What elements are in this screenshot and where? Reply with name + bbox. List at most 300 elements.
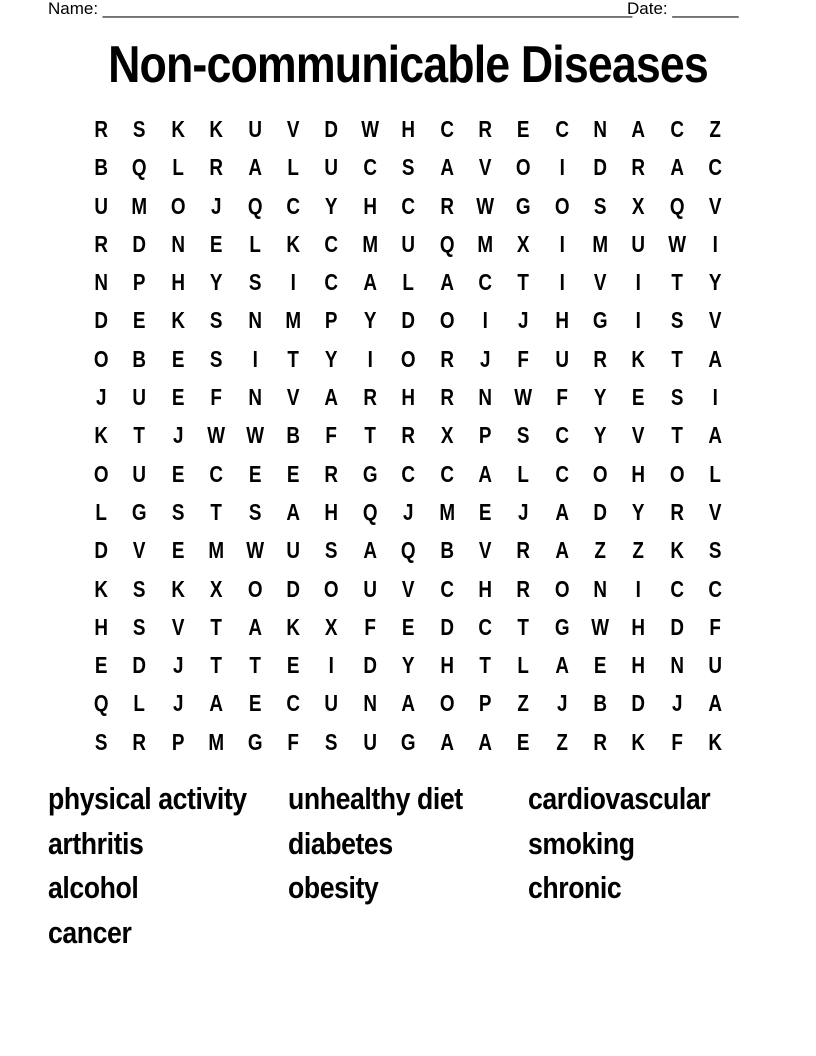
- grid-letter[interactable]: N: [593, 575, 608, 602]
- grid-letter[interactable]: I: [559, 154, 565, 181]
- grid-letter[interactable]: O: [170, 192, 186, 219]
- grid-letter[interactable]: B: [94, 154, 109, 181]
- grid-letter[interactable]: M: [592, 230, 609, 257]
- grid-letter[interactable]: K: [209, 116, 224, 142]
- grid-letter[interactable]: J: [403, 498, 414, 525]
- grid-letter[interactable]: R: [324, 460, 339, 487]
- grid-letter[interactable]: U: [708, 652, 723, 679]
- grid-letter[interactable]: E: [248, 460, 262, 487]
- grid-letter[interactable]: I: [252, 345, 258, 372]
- grid-letter[interactable]: I: [367, 345, 373, 372]
- grid-letter[interactable]: A: [708, 690, 723, 717]
- grid-letter[interactable]: U: [363, 575, 377, 602]
- grid-letter[interactable]: C: [670, 575, 684, 602]
- grid-letter[interactable]: H: [94, 613, 109, 640]
- grid-letter[interactable]: O: [669, 460, 685, 487]
- grid-letter[interactable]: V: [286, 116, 300, 142]
- word-list-item: chronic: [528, 870, 622, 906]
- grid-letter[interactable]: D: [593, 154, 608, 181]
- grid-letter[interactable]: A: [401, 690, 416, 717]
- grid-letter[interactable]: W: [361, 116, 379, 142]
- grid-letter[interactable]: R: [132, 728, 147, 755]
- grid-letter[interactable]: O: [516, 154, 531, 181]
- grid-letter[interactable]: P: [325, 307, 338, 334]
- grid-letter[interactable]: R: [401, 422, 416, 449]
- grid-letter[interactable]: R: [478, 116, 492, 142]
- grid-letter[interactable]: V: [632, 422, 645, 449]
- grid-letter[interactable]: V: [402, 575, 415, 602]
- grid-letter[interactable]: R: [516, 575, 531, 602]
- grid-letter[interactable]: J: [172, 690, 184, 717]
- grid-letter[interactable]: A: [363, 269, 377, 296]
- grid-letter[interactable]: Q: [400, 537, 416, 564]
- grid-letter[interactable]: Z: [632, 537, 645, 564]
- grid-letter[interactable]: I: [636, 575, 642, 602]
- grid-letter[interactable]: Q: [132, 154, 147, 181]
- grid-letter[interactable]: A: [708, 422, 723, 449]
- grid-letter[interactable]: T: [671, 422, 683, 449]
- grid-letter[interactable]: R: [670, 498, 684, 525]
- grid-letter[interactable]: O: [554, 575, 570, 602]
- grid-letter[interactable]: A: [708, 345, 723, 372]
- grid-letter[interactable]: S: [133, 575, 146, 602]
- grid-letter[interactable]: A: [631, 116, 646, 142]
- grid-letter[interactable]: T: [210, 652, 223, 679]
- grid-letter[interactable]: U: [363, 728, 377, 755]
- grid-letter[interactable]: C: [324, 230, 339, 257]
- grid-letter[interactable]: J: [172, 422, 184, 449]
- grid-letter[interactable]: S: [593, 192, 607, 219]
- grid-letter[interactable]: B: [132, 345, 147, 372]
- grid-letter[interactable]: S: [402, 154, 415, 181]
- grid-letter[interactable]: V: [286, 384, 300, 411]
- grid-letter[interactable]: L: [133, 690, 146, 717]
- grid-letter[interactable]: G: [132, 498, 147, 525]
- grid-letter[interactable]: L: [248, 230, 261, 257]
- grid-letter[interactable]: A: [555, 652, 569, 679]
- grid-letter[interactable]: K: [286, 613, 300, 640]
- grid-letter[interactable]: F: [556, 384, 568, 411]
- grid-letter[interactable]: V: [171, 613, 185, 640]
- grid-letter[interactable]: H: [631, 652, 646, 679]
- grid-letter[interactable]: V: [709, 498, 722, 525]
- grid-letter[interactable]: E: [593, 652, 607, 679]
- grid-letter[interactable]: K: [631, 345, 646, 372]
- grid-letter[interactable]: E: [171, 460, 185, 487]
- grid-letter[interactable]: Y: [709, 269, 722, 296]
- grid-letter[interactable]: N: [247, 307, 262, 334]
- grid-letter[interactable]: Y: [632, 498, 645, 525]
- grid-letter[interactable]: Z: [709, 116, 722, 142]
- grid-letter[interactable]: A: [478, 460, 492, 487]
- grid-letter[interactable]: D: [94, 537, 109, 564]
- grid-letter[interactable]: Q: [93, 690, 109, 717]
- grid-letter[interactable]: C: [324, 269, 339, 296]
- grid-letter[interactable]: G: [516, 192, 531, 219]
- grid-letter[interactable]: V: [709, 307, 722, 334]
- grid-letter[interactable]: E: [286, 460, 300, 487]
- grid-letter[interactable]: A: [363, 537, 377, 564]
- grid-letter[interactable]: N: [670, 652, 684, 679]
- grid-letter[interactable]: W: [514, 384, 533, 411]
- grid-letter[interactable]: A: [439, 154, 454, 181]
- grid-letter[interactable]: Y: [210, 269, 223, 296]
- grid-letter[interactable]: M: [477, 230, 493, 257]
- grid-letter[interactable]: U: [132, 460, 147, 487]
- grid-letter[interactable]: V: [593, 269, 607, 296]
- grid-letter[interactable]: E: [478, 498, 492, 525]
- grid-letter[interactable]: K: [286, 230, 300, 257]
- grid-letter[interactable]: W: [245, 537, 264, 564]
- grid-letter[interactable]: S: [210, 307, 223, 334]
- grid-letter[interactable]: F: [671, 728, 683, 755]
- grid-letter[interactable]: S: [325, 537, 338, 564]
- grid-letter[interactable]: H: [363, 192, 377, 219]
- grid-letter[interactable]: P: [133, 269, 146, 296]
- grid-letter[interactable]: Y: [593, 422, 607, 449]
- grid-letter[interactable]: U: [94, 192, 109, 219]
- grid-letter[interactable]: S: [248, 498, 262, 525]
- grid-letter[interactable]: J: [518, 498, 529, 525]
- grid-letter[interactable]: S: [248, 269, 262, 296]
- word-list-item: obesity: [288, 870, 379, 906]
- word-list-item: physical activity: [48, 781, 247, 816]
- grid-letter[interactable]: U: [247, 116, 262, 142]
- grid-letter[interactable]: C: [555, 422, 569, 449]
- grid-letter[interactable]: L: [95, 498, 107, 525]
- grid-letter[interactable]: A: [209, 690, 224, 717]
- grid-letter[interactable]: I: [290, 269, 296, 296]
- grid-letter[interactable]: S: [133, 116, 146, 142]
- grid-letter[interactable]: I: [559, 269, 565, 296]
- grid-letter[interactable]: A: [439, 269, 454, 296]
- grid-letter[interactable]: G: [554, 613, 570, 640]
- grid-letter[interactable]: V: [478, 154, 492, 181]
- grid-letter[interactable]: S: [517, 422, 530, 449]
- grid-letter[interactable]: S: [670, 307, 684, 334]
- grid-letter[interactable]: H: [439, 652, 454, 679]
- grid-letter[interactable]: H: [631, 613, 646, 640]
- grid-letter[interactable]: S: [709, 537, 722, 564]
- grid-letter[interactable]: W: [207, 422, 226, 449]
- grid-letter[interactable]: G: [247, 728, 263, 755]
- grid-letter[interactable]: D: [324, 116, 339, 142]
- grid-letter[interactable]: P: [478, 690, 492, 717]
- grid-letter[interactable]: Z: [594, 537, 607, 564]
- grid-letter[interactable]: J: [556, 690, 568, 717]
- grid-letter[interactable]: E: [632, 384, 645, 411]
- grid-letter[interactable]: F: [325, 422, 338, 449]
- grid-letter[interactable]: A: [555, 498, 569, 525]
- grid-letter[interactable]: D: [132, 652, 147, 679]
- grid-letter[interactable]: H: [401, 116, 416, 142]
- grid-letter[interactable]: T: [248, 652, 261, 679]
- grid-letter[interactable]: H: [478, 575, 492, 602]
- grid-letter[interactable]: C: [439, 575, 454, 602]
- grid-letter[interactable]: X: [325, 613, 338, 640]
- grid-letter[interactable]: C: [708, 575, 723, 602]
- grid-letter[interactable]: C: [708, 154, 723, 181]
- grid-letter[interactable]: T: [133, 422, 146, 449]
- grid-letter[interactable]: T: [210, 613, 223, 640]
- grid-letter[interactable]: R: [439, 345, 454, 372]
- grid-letter[interactable]: O: [93, 460, 109, 487]
- grid-letter[interactable]: X: [440, 422, 453, 449]
- grid-letter[interactable]: C: [439, 460, 454, 487]
- grid-letter[interactable]: Z: [517, 690, 530, 717]
- grid-letter[interactable]: I: [482, 307, 488, 334]
- grid-letter[interactable]: Y: [325, 345, 338, 372]
- grid-letter[interactable]: X: [632, 192, 645, 219]
- grid-letter[interactable]: C: [478, 613, 492, 640]
- grid-letter[interactable]: G: [592, 307, 608, 334]
- grid-letter[interactable]: N: [478, 384, 492, 411]
- grid-letter[interactable]: I: [636, 307, 642, 334]
- grid-letter[interactable]: K: [670, 537, 684, 564]
- grid-letter[interactable]: U: [132, 384, 147, 411]
- grid-letter[interactable]: T: [479, 652, 491, 679]
- grid-letter[interactable]: C: [439, 116, 454, 142]
- grid-letter[interactable]: N: [363, 690, 377, 717]
- grid-letter[interactable]: A: [247, 613, 262, 640]
- grid-letter[interactable]: O: [247, 575, 263, 602]
- word-search-grid: [82, 110, 736, 761]
- grid-letter[interactable]: I: [712, 384, 719, 411]
- grid-letter[interactable]: O: [554, 192, 570, 219]
- grid-letter[interactable]: W: [476, 192, 494, 219]
- grid-letter[interactable]: E: [210, 230, 223, 257]
- grid-letter[interactable]: U: [401, 230, 416, 257]
- grid-letter[interactable]: Y: [402, 652, 415, 679]
- grid-letter[interactable]: V: [709, 192, 722, 219]
- grid-letter[interactable]: C: [555, 116, 569, 142]
- grid-letter[interactable]: N: [593, 116, 608, 142]
- word-list-item: alcohol: [48, 870, 139, 906]
- grid-letter[interactable]: C: [401, 192, 416, 219]
- grid-letter[interactable]: M: [285, 307, 302, 334]
- grid-letter[interactable]: K: [94, 422, 109, 449]
- grid-letter[interactable]: C: [670, 116, 684, 142]
- grid-letter[interactable]: E: [402, 613, 415, 640]
- grid-letter[interactable]: E: [171, 384, 185, 411]
- grid-letter[interactable]: A: [324, 384, 339, 411]
- word-list-item: cardiovascular: [528, 781, 711, 816]
- grid-letter[interactable]: O: [93, 345, 109, 372]
- grid-letter[interactable]: T: [517, 613, 530, 640]
- grid-letter[interactable]: M: [131, 192, 148, 219]
- grid-letter[interactable]: P: [478, 422, 492, 449]
- grid-letter[interactable]: Q: [439, 230, 455, 257]
- grid-letter[interactable]: A: [555, 537, 569, 564]
- grid-letter[interactable]: E: [133, 307, 146, 334]
- grid-letter[interactable]: F: [287, 728, 299, 755]
- grid-letter[interactable]: R: [593, 345, 608, 372]
- grid-letter[interactable]: L: [402, 269, 415, 296]
- grid-letter[interactable]: P: [171, 728, 185, 755]
- grid-letter[interactable]: Q: [362, 498, 378, 525]
- grid-letter[interactable]: L: [517, 652, 530, 679]
- grid-letter[interactable]: R: [439, 192, 454, 219]
- grid-letter[interactable]: O: [592, 460, 608, 487]
- grid-letter[interactable]: J: [95, 384, 107, 411]
- grid-letter[interactable]: E: [248, 690, 262, 717]
- grid-letter[interactable]: M: [438, 498, 455, 525]
- grid-letter[interactable]: T: [364, 422, 376, 449]
- grid-letter[interactable]: Y: [325, 192, 338, 219]
- grid-letter[interactable]: A: [478, 728, 492, 755]
- page-title: Non-communicable Diseases: [108, 36, 708, 94]
- grid-letter[interactable]: B: [286, 422, 300, 449]
- grid-letter[interactable]: I: [636, 269, 642, 296]
- grid-letter[interactable]: G: [400, 728, 416, 755]
- grid-letter[interactable]: D: [94, 307, 109, 334]
- grid-letter[interactable]: K: [631, 728, 646, 755]
- grid-letter[interactable]: H: [324, 498, 339, 525]
- grid-letter[interactable]: K: [171, 116, 185, 142]
- grid-letter[interactable]: T: [287, 345, 299, 372]
- grid-letter[interactable]: U: [324, 154, 339, 181]
- word-list-item: smoking: [528, 825, 635, 861]
- date-field: Date: _______: [627, 0, 739, 18]
- grid-letter[interactable]: K: [171, 307, 185, 334]
- grid-letter[interactable]: R: [439, 384, 454, 411]
- grid-letter[interactable]: O: [324, 575, 339, 602]
- grid-letter[interactable]: T: [671, 269, 683, 296]
- grid-letter[interactable]: C: [286, 192, 300, 219]
- grid-letter[interactable]: F: [517, 345, 530, 372]
- grid-letter[interactable]: F: [210, 384, 223, 411]
- grid-letter[interactable]: H: [171, 269, 185, 296]
- grid-letter[interactable]: K: [94, 575, 109, 602]
- grid-letter[interactable]: C: [286, 690, 300, 717]
- grid-letter[interactable]: W: [245, 422, 264, 449]
- grid-letter[interactable]: H: [401, 384, 416, 411]
- grid-letter[interactable]: M: [362, 230, 378, 257]
- grid-letter[interactable]: J: [211, 192, 222, 219]
- grid-letter[interactable]: U: [555, 345, 569, 372]
- grid-letter[interactable]: N: [94, 269, 109, 296]
- grid-letter[interactable]: H: [631, 460, 646, 487]
- grid-letter[interactable]: K: [708, 728, 723, 755]
- grid-letter[interactable]: D: [631, 690, 646, 717]
- grid-letter[interactable]: Q: [247, 192, 263, 219]
- grid-letter[interactable]: T: [517, 269, 530, 296]
- grid-letter[interactable]: R: [94, 230, 109, 257]
- grid-letter[interactable]: R: [516, 537, 531, 564]
- grid-letter[interactable]: B: [439, 537, 454, 564]
- grid-letter[interactable]: O: [439, 690, 455, 717]
- grid-letter[interactable]: V: [478, 537, 492, 564]
- grid-letter[interactable]: A: [439, 728, 454, 755]
- grid-letter[interactable]: D: [593, 498, 608, 525]
- grid-letter[interactable]: E: [517, 728, 530, 755]
- grid-letter[interactable]: Y: [593, 384, 607, 411]
- grid-letter[interactable]: S: [171, 498, 185, 525]
- grid-letter[interactable]: A: [247, 154, 262, 181]
- grid-letter[interactable]: D: [401, 307, 416, 334]
- grid-letter[interactable]: Q: [669, 192, 685, 219]
- grid-letter[interactable]: U: [286, 537, 300, 564]
- grid-letter[interactable]: U: [631, 230, 646, 257]
- word-list-item: unhealthy diet: [288, 781, 463, 816]
- grid-letter[interactable]: K: [171, 575, 185, 602]
- grid-letter[interactable]: I: [712, 230, 719, 257]
- grid-letter[interactable]: L: [709, 460, 722, 487]
- grid-letter[interactable]: S: [670, 384, 684, 411]
- grid-letter[interactable]: L: [517, 460, 530, 487]
- grid-letter[interactable]: E: [171, 537, 185, 564]
- grid-letter[interactable]: S: [325, 728, 338, 755]
- grid-letter[interactable]: T: [210, 498, 223, 525]
- grid-letter[interactable]: A: [286, 498, 300, 525]
- grid-letter[interactable]: C: [209, 460, 224, 487]
- grid-letter[interactable]: H: [555, 307, 569, 334]
- grid-letter[interactable]: U: [324, 690, 339, 717]
- grid-letter[interactable]: S: [133, 613, 146, 640]
- grid-letter[interactable]: D: [363, 652, 377, 679]
- grid-letter[interactable]: J: [479, 345, 491, 372]
- grid-letter[interactable]: R: [209, 154, 224, 181]
- grid-letter[interactable]: X: [210, 575, 223, 602]
- grid-letter[interactable]: B: [593, 690, 608, 717]
- grid-letter[interactable]: D: [439, 613, 454, 640]
- grid-letter[interactable]: M: [208, 537, 225, 564]
- grid-letter[interactable]: R: [94, 116, 109, 142]
- grid-letter[interactable]: D: [670, 613, 684, 640]
- grid-letter[interactable]: E: [94, 652, 108, 679]
- grid-letter[interactable]: W: [591, 613, 610, 640]
- grid-letter[interactable]: J: [518, 307, 529, 334]
- grid-letter[interactable]: L: [287, 154, 299, 181]
- grid-letter[interactable]: Y: [363, 307, 377, 334]
- grid-letter[interactable]: L: [172, 154, 184, 181]
- grid-letter[interactable]: C: [555, 460, 569, 487]
- grid-letter[interactable]: E: [286, 652, 300, 679]
- grid-letter[interactable]: M: [208, 728, 225, 755]
- grid-letter[interactable]: O: [439, 307, 455, 334]
- grid-letter[interactable]: E: [171, 345, 185, 372]
- grid-letter[interactable]: D: [286, 575, 300, 602]
- grid-letter[interactable]: R: [631, 154, 646, 181]
- grid-letter[interactable]: S: [210, 345, 223, 372]
- grid-letter[interactable]: A: [670, 154, 684, 181]
- grid-letter[interactable]: E: [517, 116, 530, 142]
- grid-letter[interactable]: J: [172, 652, 184, 679]
- grid-letter[interactable]: V: [133, 537, 146, 564]
- grid-letter[interactable]: N: [171, 230, 185, 257]
- grid-letter[interactable]: F: [709, 613, 722, 640]
- grid-letter[interactable]: D: [132, 230, 147, 257]
- grid-letter[interactable]: I: [328, 652, 335, 679]
- grid-letter[interactable]: R: [363, 384, 377, 411]
- grid-letter[interactable]: T: [671, 345, 683, 372]
- grid-letter[interactable]: C: [363, 154, 377, 181]
- grid-letter[interactable]: S: [94, 728, 108, 755]
- grid-letter[interactable]: Z: [556, 728, 568, 755]
- grid-letter[interactable]: G: [362, 460, 378, 487]
- grid-letter[interactable]: J: [671, 690, 683, 717]
- grid-letter[interactable]: W: [668, 230, 686, 257]
- grid-letter[interactable]: I: [559, 230, 565, 257]
- grid-letter[interactable]: N: [247, 384, 262, 411]
- grid-letter[interactable]: O: [400, 345, 416, 372]
- grid-letter[interactable]: C: [478, 269, 492, 296]
- grid-letter[interactable]: F: [364, 613, 376, 640]
- grid-letter[interactable]: C: [401, 460, 416, 487]
- grid-letter[interactable]: X: [517, 230, 530, 257]
- word-list-item: cancer: [48, 915, 132, 951]
- grid-letter[interactable]: R: [593, 728, 608, 755]
